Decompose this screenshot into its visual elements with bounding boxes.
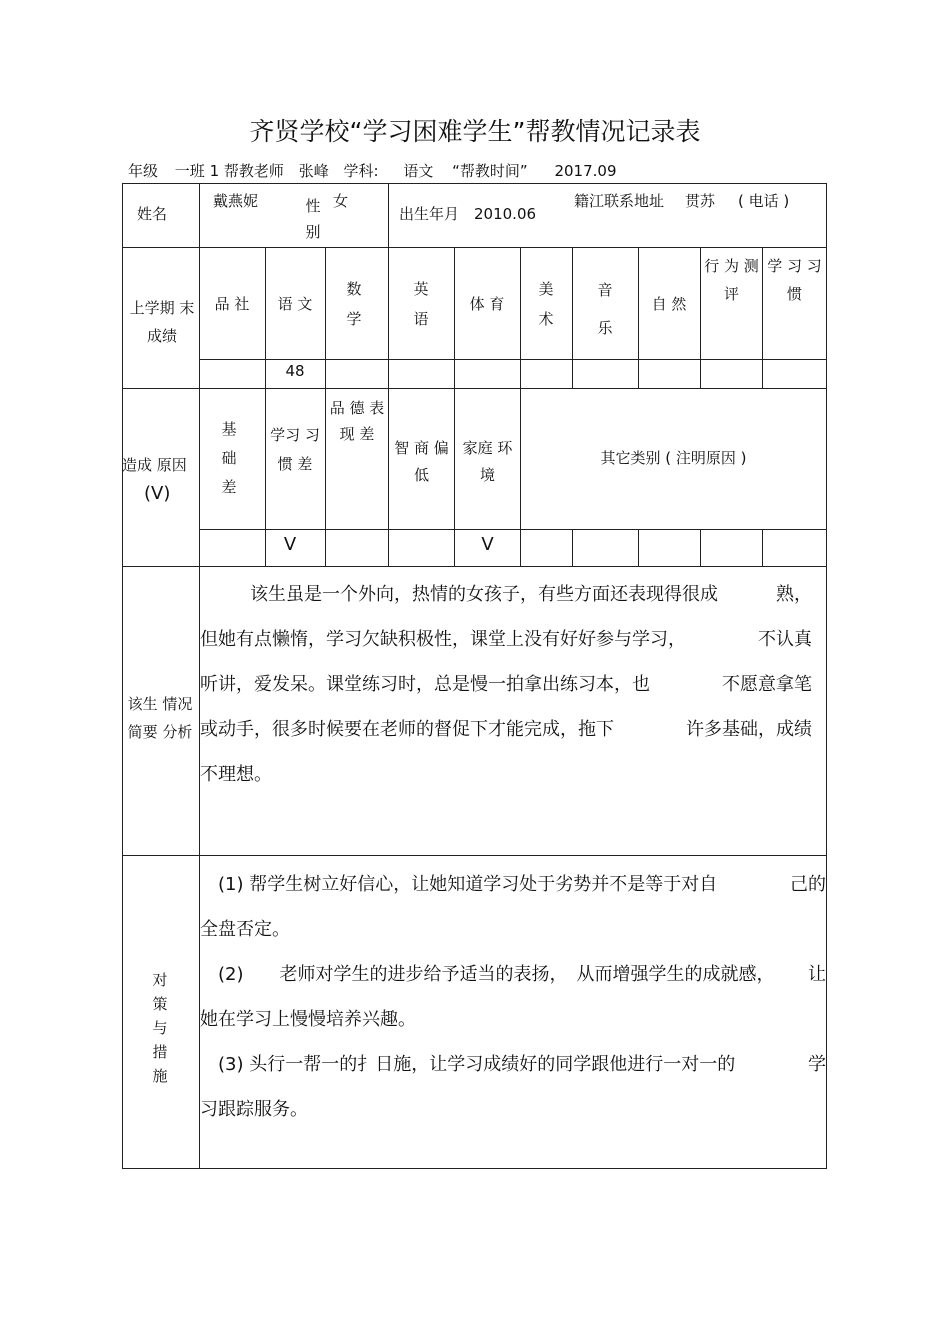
causes-row-label: 造成 原因: [122, 456, 187, 474]
subject-pinshe: 品 社: [214, 295, 250, 313]
subject-yinyue: 音 乐: [597, 281, 613, 337]
time-label: “帮教时间”: [452, 162, 528, 180]
grade-value: 一班 1: [174, 162, 220, 180]
measure-line: (3) 头行一帮一的扌日施，让学习成绩好的同学跟他进行一对一的 学: [218, 1054, 826, 1075]
subject-xingwei: 行 为 测 评: [704, 257, 759, 303]
subject-yingyu: 英 语: [413, 280, 429, 328]
measure-line: (1) 帮学生树立好信心，让她知道学习处于劣势并不是等于对自 己的: [218, 874, 826, 895]
cause-jiating: 家庭 环 境: [462, 439, 513, 484]
birth-value: 2010.06: [474, 205, 537, 223]
grades-row-label: 上学期 末 成绩: [129, 299, 195, 345]
analysis-line: 或动手，很多时候要在老师的督促下才能完成，拖下 许多基础，成绩: [200, 719, 812, 740]
grade-label: 年级: [128, 162, 159, 180]
subject-tiyu: 体 育: [469, 295, 505, 313]
cause-jichu: 基 础 差: [221, 420, 237, 496]
subject-yuwen: 语 文: [277, 295, 313, 313]
birth-label: 出生年月: [399, 205, 460, 223]
address-label: 籍江联系地址: [574, 192, 665, 210]
analysis-line: 听讲，爱发呆。课堂练习时，总是慢一拍拿出练习本，也 不愿意拿笔: [200, 674, 812, 695]
subject-xiguan: 学 习 习 惯: [767, 257, 822, 303]
info-line: [128, 160, 616, 181]
measures-label: 对 策 与 措 施: [152, 971, 168, 1085]
subject-value: 语文: [403, 162, 434, 180]
analysis-line: 但她有点懒惰，学习欠缺积极性，课堂上没有好好参与学习， 不认真: [200, 629, 812, 650]
teacher-value: 张峰: [298, 162, 329, 180]
measure-line: (2) 老师对学生的进步给予适当的表扬， 从而增强学生的成就感， 让: [218, 964, 826, 985]
subject-meishu: 美 术: [538, 280, 554, 328]
cause-zhishang: 智 商 偏 低: [394, 439, 449, 484]
gender-label: 性 别: [305, 197, 321, 241]
cause-pinde: 品 德 表 现 差: [329, 399, 385, 443]
analysis-text: [200, 572, 826, 797]
gender-value: 女: [333, 192, 349, 210]
phone-label: ( 电话 ): [738, 192, 790, 210]
mark-xiguan: V: [283, 534, 297, 555]
page-title: 齐贤学校“学习困难学生”帮教情况记录表: [249, 117, 701, 146]
subject-ziran: 自 然: [651, 295, 687, 313]
analysis-line: 该生虽是一个外向，热情的女孩子，有些方面还表现得很成 熟，: [250, 584, 812, 605]
measure-line: 习跟踪服务。: [200, 1099, 308, 1120]
measures-text: [200, 862, 826, 1132]
score-yuwen: 48: [285, 362, 305, 380]
address-value: 贯苏: [685, 192, 716, 210]
causes-row-mark: (V): [144, 483, 171, 504]
measure-line: 全盘否定。: [200, 919, 290, 940]
analysis-label: 该生 情况 简要 分析: [127, 695, 193, 741]
name-label: 姓名: [137, 205, 168, 223]
name-value: 戴燕妮: [213, 192, 259, 210]
time-value: 2017.09: [554, 162, 617, 180]
subject-shuxue: 数 学: [346, 280, 362, 328]
measure-line: 她在学习上慢慢培养兴趣。: [200, 1009, 416, 1030]
subject-label: 学科:: [343, 162, 379, 180]
analysis-line: 不理想。: [200, 764, 272, 785]
mark-jiating: V: [481, 534, 494, 555]
teacher-label: 帮教老师: [223, 162, 284, 180]
cause-xiguan: 学习 习 惯 差: [270, 426, 320, 473]
cause-qita: 其它类别 ( 注明原因 ): [600, 449, 747, 467]
